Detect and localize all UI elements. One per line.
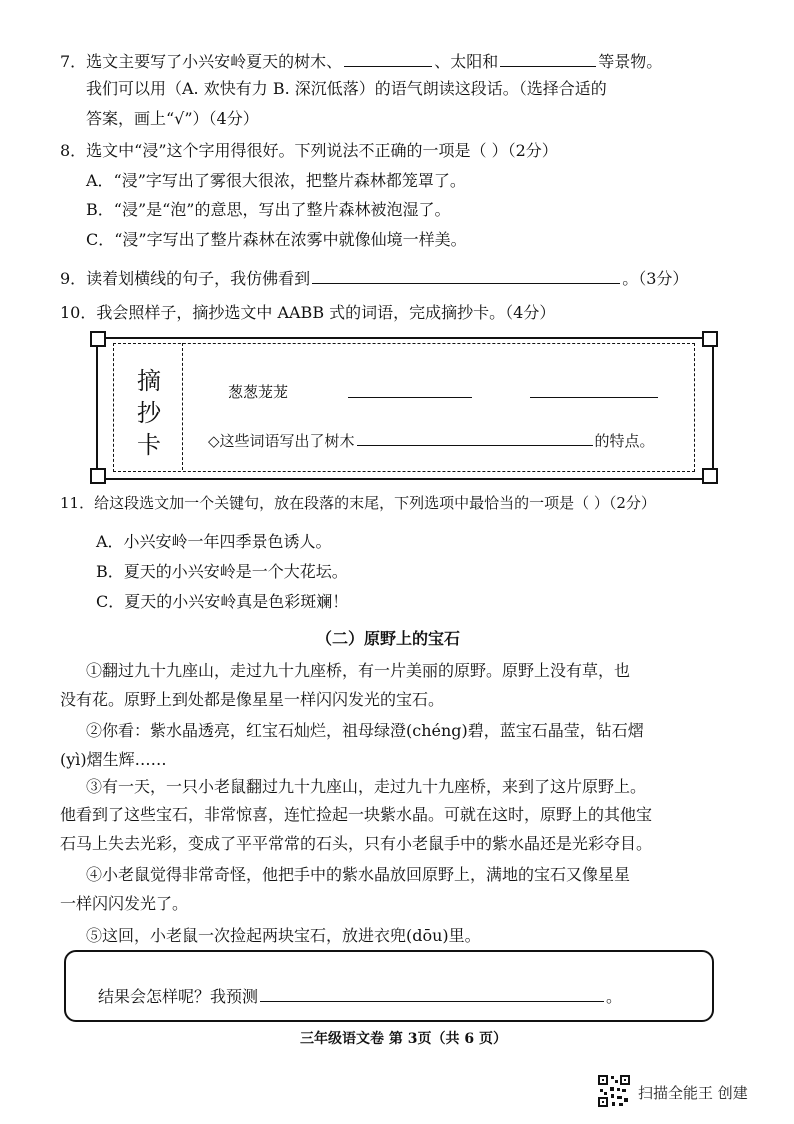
- card-example-word: 葱葱茏茏: [228, 383, 289, 401]
- card-divider: [182, 343, 183, 470]
- q7-line3: 答案，画上“√”）（4分）: [86, 109, 259, 128]
- q10-stem: 10．我会照样子，摘抄选文中 AABB 式的词语，完成摘抄卡。（4分）: [60, 303, 556, 322]
- q7-text-c: 等景物。: [598, 52, 663, 71]
- prediction-line: [98, 985, 622, 1008]
- passage-line-7: 石马上失去光彩，变成了平平常常的石头，只有小老鼠手中的紫水晶还是光彩夺目。: [60, 834, 653, 853]
- passage-line-9: 一样闪闪发光了。: [60, 894, 189, 913]
- prediction-text: 结果会怎样呢？我预测: [98, 987, 259, 1006]
- q8-option-c[interactable]: C．“浸”字写出了整片森林在浓雾中就像仙境一样美。: [86, 230, 467, 249]
- q9-answer-blank[interactable]: [312, 267, 620, 284]
- q11-option-b[interactable]: B．夏天的小兴安岭是一个大花坛。: [96, 562, 348, 581]
- passage-line-5: ③有一天，一只小老鼠翻过九十九座山，走过九十九座桥，来到了这片原野上。: [86, 777, 647, 796]
- q9-line: [60, 267, 688, 290]
- excerpt-card: [96, 337, 714, 480]
- q7-line1: [60, 50, 662, 73]
- prediction-blank[interactable]: [260, 985, 604, 1002]
- card-corner-tr: [702, 331, 718, 347]
- q8-stem: 8．选文中“浸”这个字用得很好。下列说法不正确的一项是（ ）（2分）: [60, 141, 558, 160]
- passage-line-1: ①翻过九十九座山，走过九十九座桥，有一片美丽的原野。原野上没有草，也: [86, 661, 631, 680]
- q8-option-a[interactable]: A．“浸”字写出了雾很大很浓，把整片森林都笼罩了。: [86, 171, 466, 190]
- q7-text-a: 7．选文主要写了小兴安岭夏天的树木、: [60, 52, 343, 71]
- q9-text-b: 。（3分）: [622, 269, 689, 288]
- card-corner-tl: [90, 331, 106, 347]
- card-feature-text-b: 的特点。: [594, 432, 655, 450]
- card-feature-line: [208, 429, 655, 452]
- card-word-blank-2[interactable]: [530, 381, 658, 398]
- passage-line-10: ⑤这回，小老鼠一次捡起两块宝石，放进衣兜(dōu)里。: [86, 926, 481, 945]
- qr-code-icon: [597, 1074, 631, 1108]
- q11-stem: 11．给这段选文加一个关键句，放在段落的末尾，下列选项中最恰当的一项是（ ）（2分）: [60, 494, 656, 512]
- prediction-end: 。: [606, 987, 623, 1006]
- card-corner-bl: [90, 468, 106, 484]
- passage-line-6: 他看到了这些宝石，非常惊喜，连忙捡起一块紫水晶。可就在这时，原野上的其他宝: [60, 805, 653, 824]
- passage-line-8: ④小老鼠觉得非常奇怪，他把手中的紫水晶放回原野上，满地的宝石又像星星: [86, 865, 631, 884]
- q7-blank-1[interactable]: [344, 50, 432, 67]
- passage-title: （二）原野上的宝石: [316, 629, 461, 648]
- q9-text-a: 9．读着划横线的句子，我仿佛看到: [60, 269, 311, 288]
- passage-line-2: 没有花。原野上到处都是像星星一样闪闪发光的宝石。: [60, 690, 445, 709]
- card-title: 摘抄卡: [137, 367, 161, 459]
- q11-option-c[interactable]: C．夏天的小兴安岭真是色彩斑斓！: [96, 592, 349, 611]
- q11-option-a[interactable]: A．小兴安岭一年四季景色诱人。: [96, 532, 332, 551]
- card-feature-text-a: ◇这些词语写出了树木: [208, 432, 355, 450]
- scanner-watermark: 扫描全能王 创建: [638, 1084, 748, 1102]
- q7-line2: 我们可以用（A. 欢快有力 B. 深沉低落）的语气朗读这段话。（选择合适的: [86, 79, 607, 98]
- passage-line-3: ②你看：紫水晶透亮，红宝石灿烂，祖母绿澄(chéng)碧，蓝宝石晶莹，钻石熠: [86, 721, 644, 740]
- q7-blank-2[interactable]: [500, 50, 596, 67]
- card-inner-border: [113, 343, 695, 472]
- card-corner-br: [702, 468, 718, 484]
- q8-option-b[interactable]: B．“浸”是“泡”的意思，写出了整片森林被泡湿了。: [86, 200, 451, 219]
- card-feature-blank[interactable]: [357, 429, 593, 446]
- q7-text-b: 、太阳和: [434, 52, 499, 71]
- passage-line-4: (yì)熠生辉……: [60, 750, 167, 769]
- page-footer: 三年级语文卷 第 3页（共 6 页）: [300, 1031, 507, 1047]
- card-word-blank-1[interactable]: [348, 381, 472, 398]
